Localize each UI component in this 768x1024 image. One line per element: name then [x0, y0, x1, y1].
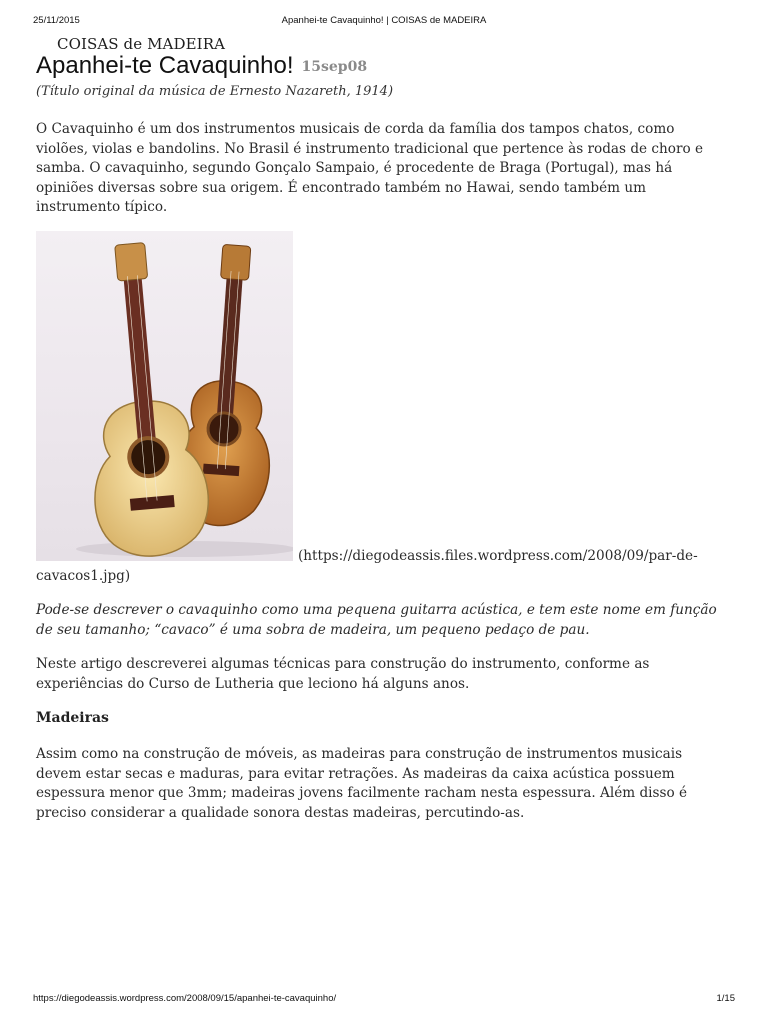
print-page-number: 1/15: [716, 993, 735, 1004]
paragraph-madeiras: Assim como na construção de móveis, as madeiras para construção de instrumentos musicais devem estar secas e maduras, para evitar retrações. As madeiras da caixa acústica possuem espessura menor que 3mm; madeiras jovens facilmente racham nesta espessura. Além disso é preciso considerar a qualidade sonora destas madeiras, percutindo-as.: [36, 746, 688, 821]
print-page-title: Apanhei-te Cavaquinho! | COISAS de MADEIRA: [281, 15, 487, 26]
print-footer: [0, 993, 768, 1007]
post-subtitle: (Título original da música de Ernesto Nazareth, 1914): [36, 84, 394, 99]
post-title-row: [36, 52, 367, 80]
image-link[interactable]: [36, 546, 726, 586]
cavaquinho-photo[interactable]: [36, 231, 293, 561]
print-header: [0, 15, 768, 29]
post-title: Apanhei-te Cavaquinho!: [36, 52, 294, 79]
print-date: 25/11/2015: [33, 15, 80, 26]
site-title[interactable]: COISAS de MADEIRA: [57, 35, 226, 53]
cavaquinho-illustration: [36, 231, 293, 561]
paragraph-article-intro: Neste artigo descreverei algumas técnicas para construção do instrumento, conforme as experiências do Curso de Lutheria que leciono há alguns anos.: [36, 656, 650, 692]
image-url-link[interactable]: (https://diegodeassis.files.wordpress.com/2008/09/par-de-cavacos1.jpg): [36, 548, 698, 584]
section-heading-madeiras: Madeiras: [36, 710, 109, 726]
light-cavaquinho: [73, 239, 213, 561]
print-url: https://diegodeassis.wordpress.com/2008/09/15/apanhei-te-cavaquinho/: [33, 993, 337, 1004]
paragraph-description: Pode-se descrever o cavaquinho como uma pequena guitarra acústica, e tem este nome em função de seu tamanho; “cavaco” é uma sobra de madeira, um pequeno pedaço de pau.: [36, 602, 717, 638]
post-date: 15sep08: [301, 59, 368, 75]
paragraph-intro: O Cavaquinho é um dos instrumentos musicais de corda da família dos tampos chatos, como violões, violas e bandolins. No Brasil é instrumento tradicional que pertence às rodas de choro e samba. O cavaquinho, segundo Gonçalo Sampaio, é procedente de Braga (Portugal), mas há opiniões diversas sobre sua origem. É encontrado também no Hawai, sendo também um instrumento típico.: [36, 121, 704, 215]
